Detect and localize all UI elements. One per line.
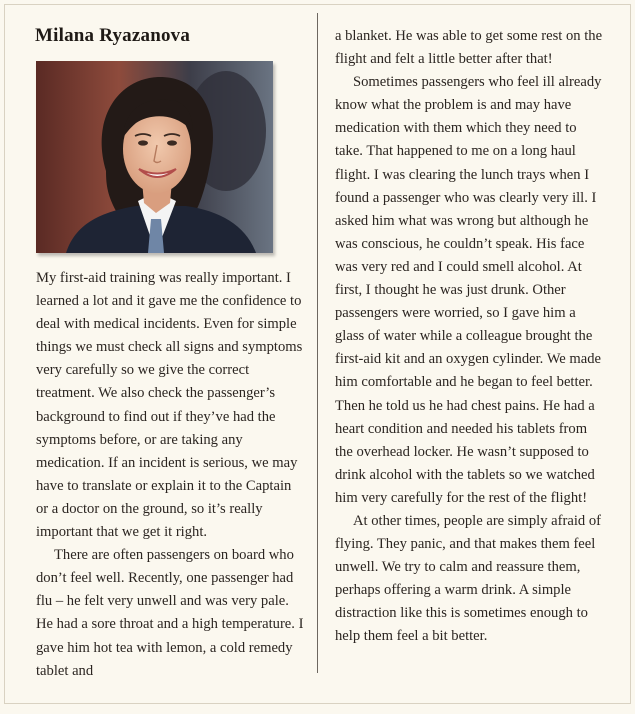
paragraph: My first-aid training was really important. I learned a lot and it gave me the confidence to deal with medical incidents. Even for simple things we must check all signs and symptoms very carefully so we give the correct treatment. We also check the passenger’s background to find out if they’ve had the symptoms before, or are taking any medication. If an incident is serious, we may have to translate or explain it to the Captain or a doctor on the ground, so it’s really important that we get it right. — [36, 270, 303, 541]
left-column — [36, 267, 304, 683]
column-divider — [317, 13, 318, 673]
article-page — [4, 4, 631, 704]
right-column — [335, 25, 605, 649]
paragraph: a blanket. He was able to get some rest on the flight and felt a little better after that! — [335, 28, 603, 68]
paragraph: There are often passengers on board who don’t feel well. Recently, one passenger had flu – he felt very unwell and was very pale. He had a sore throat and a high temperature. I gave him hot tea with lemon, a cold remedy tablet and — [36, 547, 304, 679]
portrait-photo — [36, 61, 273, 253]
article-title: Milana Ryazanova — [35, 25, 191, 46]
paragraph: At other times, people are simply afraid of flying. They panic, and that makes them feel unwell. We try to calm and reassure them, perhaps offering a warm drink. A simple distraction like this is sometimes enough to help them feel a bit better. — [335, 512, 602, 645]
paragraph: Sometimes passengers who feel ill already know what the problem is and may have medication with them which they need to take. That happened to me on a long haul flight. I was clearing the lunch trays when I found a passenger who was clearly very ill. I asked him what was wrong but although he was conscious, he couldn’t speak. His face was very red and I could smell alcohol. At first, I thought he was just drunk. Other passengers were worried, so I gave him a glass of water while a colleague brought the first-aid kit and an oxygen cylinder. We made him comfortable and he began to feel better. Then he told us he had chest pains. He had a heart condition and needed his tablets from the overhead locker. He wasn’t supposed to drink alcohol with the tablets so we watched him very carefully for the rest of the flight! — [335, 74, 602, 506]
portrait-illustration — [36, 61, 273, 253]
